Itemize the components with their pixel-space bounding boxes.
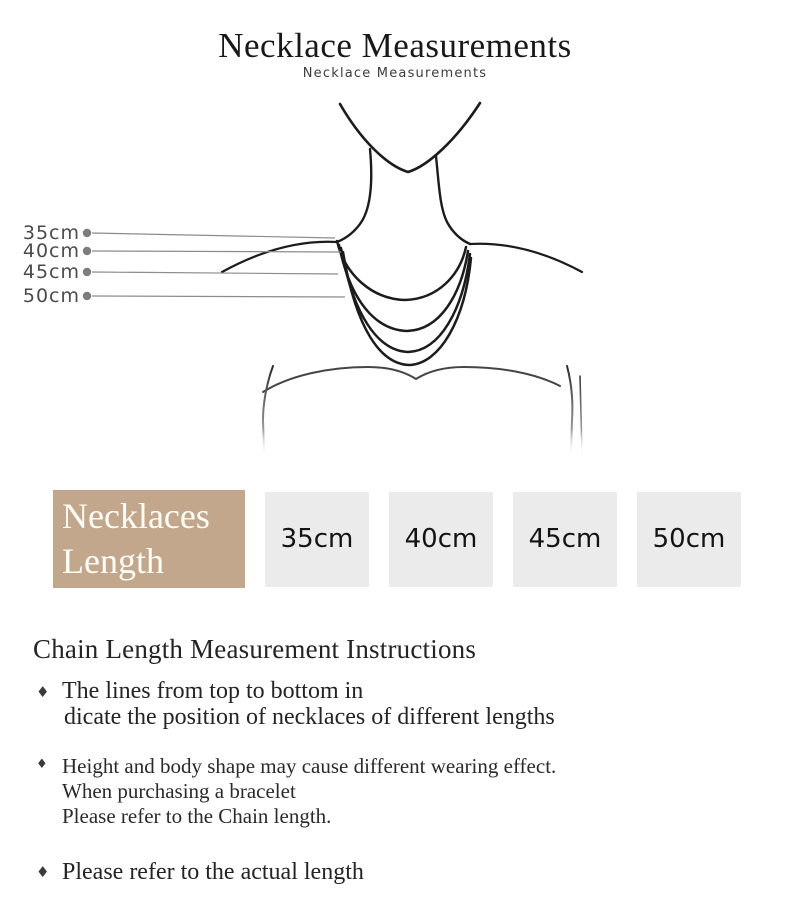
instruction-line: The lines from top to bottom in: [62, 678, 364, 704]
length-cell-35cm: 35cm: [265, 492, 369, 587]
diamond-bullet-icon: ♦: [36, 863, 50, 881]
instruction-bullet-2: [33, 754, 773, 829]
arm-right-outer-line: [580, 376, 582, 454]
instruction-line: Please refer to the actual length: [62, 859, 364, 885]
instruction-bullet-1-text: [62, 678, 555, 730]
page-title: Necklace Measurements: [218, 26, 572, 65]
shoulder-left-line: [222, 242, 337, 272]
instruction-bullet-2-text: [62, 754, 556, 829]
diagram-label-40cm: 40cm: [22, 240, 80, 262]
callout-dot-45cm: [83, 268, 91, 276]
jaw-line: [340, 103, 480, 172]
instruction-bullet-3-text: [62, 859, 364, 885]
length-cell-50cm: 50cm: [637, 492, 741, 587]
necklace-curve-40cm: [339, 245, 468, 331]
length-table-header-text: Necklaces Length: [62, 496, 210, 581]
instructions-section: [33, 634, 773, 885]
length-cell-40cm: 40cm: [389, 492, 493, 587]
callout-dot-35cm: [83, 229, 91, 237]
instruction-line: When purchasing a bracelet: [62, 779, 296, 803]
arm-right-line: [567, 366, 572, 452]
diamond-bullet-icon: ♦: [36, 683, 50, 701]
neck-right-line: [436, 156, 470, 244]
length-cell-45cm: 45cm: [513, 492, 617, 587]
instruction-line: Please refer to the Chain length.: [62, 804, 332, 828]
diamond-bullet-icon: ♦: [36, 757, 48, 772]
diagram-label-35cm: 35cm: [22, 222, 80, 244]
callout-dot-40cm: [83, 247, 91, 255]
arm-left-line: [263, 366, 273, 452]
length-table-row: [53, 490, 741, 588]
necklace-curve-35cm: [337, 241, 466, 300]
diagram-label-45cm: 45cm: [22, 261, 80, 283]
shoulder-right-line: [470, 244, 582, 272]
neck-left-line: [337, 149, 371, 242]
callout-line-45cm: [92, 272, 338, 274]
chest-line: [263, 367, 560, 392]
length-table-header-cell: [53, 490, 245, 588]
instructions-heading: Chain Length Measurement Instructions: [33, 634, 477, 664]
instruction-bullet-1: [33, 678, 773, 730]
instruction-line: dicate the position of necklaces of different lengths: [64, 704, 555, 730]
instruction-line: Height and body shape may cause different wearing effect.: [62, 754, 557, 778]
page-subtitle: Necklace Measurements: [302, 66, 488, 81]
callout-line-50cm: [92, 296, 345, 297]
necklace-figure: [0, 88, 790, 480]
instruction-bullet-3: [33, 859, 773, 885]
callout-line-35cm: [92, 233, 335, 238]
callout-dot-50cm: [83, 292, 91, 300]
callout-line-40cm: [92, 251, 341, 252]
necklace-curve-50cm: [343, 252, 471, 365]
diagram-label-50cm: 50cm: [22, 285, 80, 307]
